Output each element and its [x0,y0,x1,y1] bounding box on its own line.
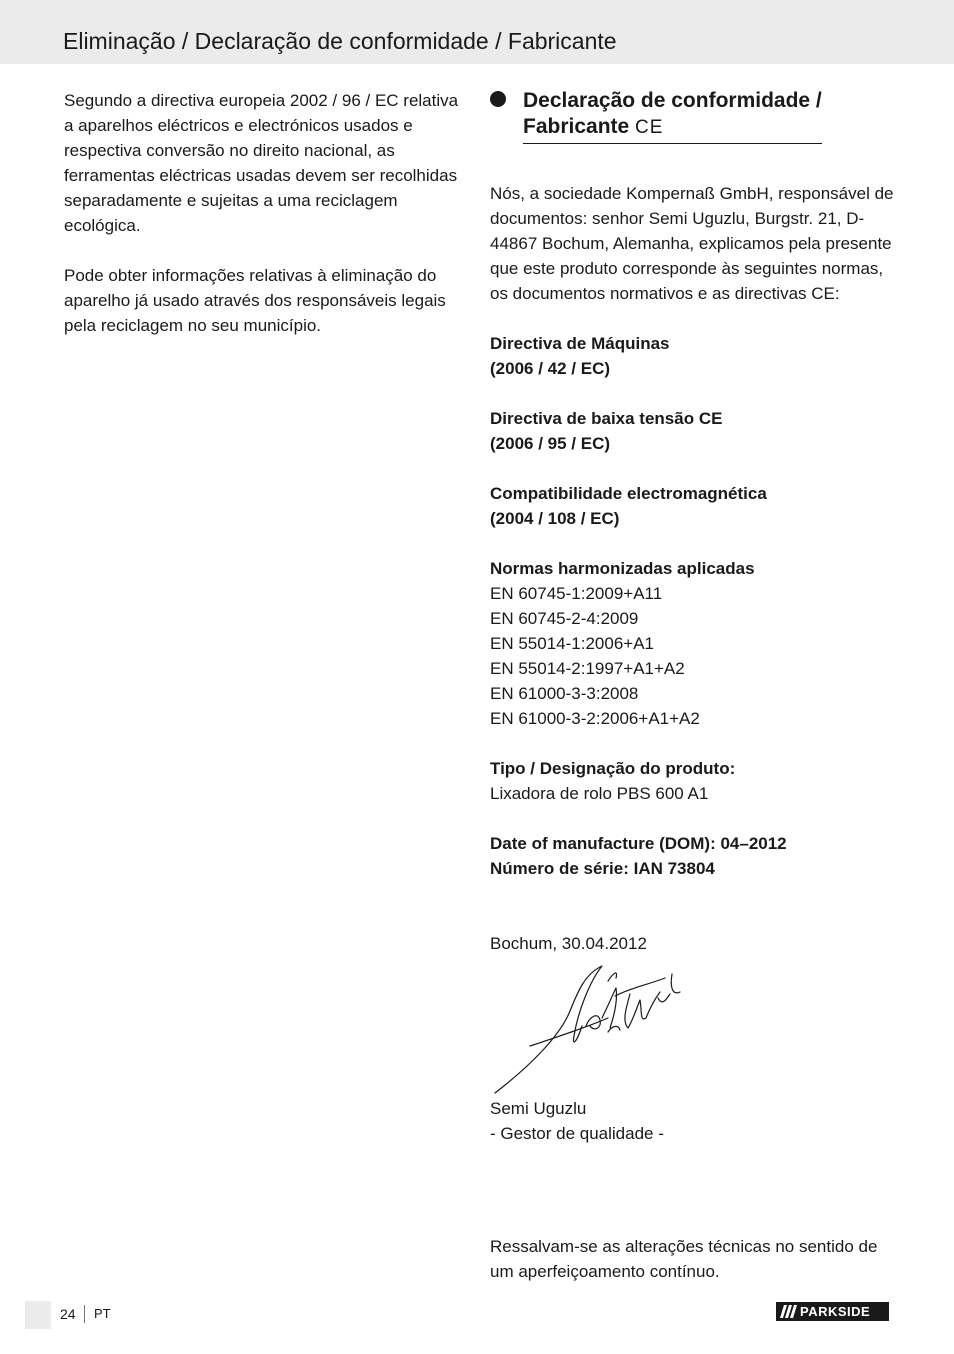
directive-machines: Directiva de Máquinas (2006 / 42 / EC) [490,334,670,378]
header-bar [0,0,954,64]
norm-item: EN 55014-2:1997+A1+A2 [490,659,685,678]
signer-role: - Gestor de qualidade - [490,1124,664,1143]
left-column [64,88,469,363]
language-code: PT [94,1306,111,1321]
directive-low-voltage: Directiva de baixa tensão CE (2006 / 95 / EC) [490,409,723,453]
disposal-paragraph: Segundo a directiva europeia 2002 / 96 / EC relativa a aparelhos eléctricos e electrónicos usados e respectiva conversão no direito nacional, as ferramentas eléctricas usadas devem ser recolhidas separadamente e sujeitas a uma reciclagem ecológica. [64,91,459,235]
norm-item: EN 55014-1:2006+A1 [490,634,654,653]
product-designation [490,756,895,806]
closing-note: Ressalvam-se as alterações técnicas no sentido de um aperfeiçoamento contínuo. [490,1237,878,1281]
signer [490,1096,895,1146]
norm-item: EN 60745-1:2009+A11 [490,584,663,603]
place-date: Bochum, 30.04.2012 [490,934,647,953]
signature-icon [490,956,700,1096]
heading-underline [523,88,822,144]
norm-item: EN 61000-3-2:2006+A1+A2 [490,709,700,728]
page-title: Eliminação / Declaração de conformidade / Fabricante [63,28,617,54]
date-of-manufacture: Date of manufacture (DOM): 04–2012 [490,834,787,853]
heading-line-2: Fabricante [523,115,630,138]
product-value: Lixadora de rolo PBS 600 A1 [490,784,709,803]
harmonized-norms [490,556,895,731]
brand-slashes-icon [776,1302,798,1321]
serial-number: Número de série: IAN 73804 [490,859,715,878]
page-number: 24 [60,1306,76,1322]
footer-divider [84,1305,85,1323]
intro-paragraph: Nós, a sociedade Kompernaß GmbH, responsável de documentos: senhor Semi Uguzlu, Burgstr. 21, D-44867 Bochum, Alemanha, explicamos pela presente que este produto corresponde às seguintes normas, os documentos normativos e as directivas CE: [490,184,894,303]
ce-mark-icon: CE [635,117,664,138]
manufacture-info [490,831,895,881]
norm-item: EN 60745-2-4:2009 [490,609,639,628]
heading-line-1: Declaração de conformidade / [523,89,822,112]
directive-emc: Compatibilidade electromagnética (2004 / 108 / EC) [490,484,767,528]
conformity-heading [490,88,895,144]
disposal-info-paragraph: Pode obter informações relativas à eliminação do aparelho já usado através dos responsáveis legais pela reciclagem no seu município. [64,266,446,335]
right-column [490,88,895,1309]
parkside-logo [776,1302,889,1321]
page-number-box [25,1301,51,1329]
norms-heading: Normas harmonizadas aplicadas [490,559,755,578]
signer-name: Semi Uguzlu [490,1099,587,1118]
bullet-icon [490,91,506,107]
product-label: Tipo / Designação do produto: [490,759,736,778]
norm-item: EN 61000-3-3:2008 [490,684,639,703]
brand-name: PARKSIDE [800,1304,871,1319]
